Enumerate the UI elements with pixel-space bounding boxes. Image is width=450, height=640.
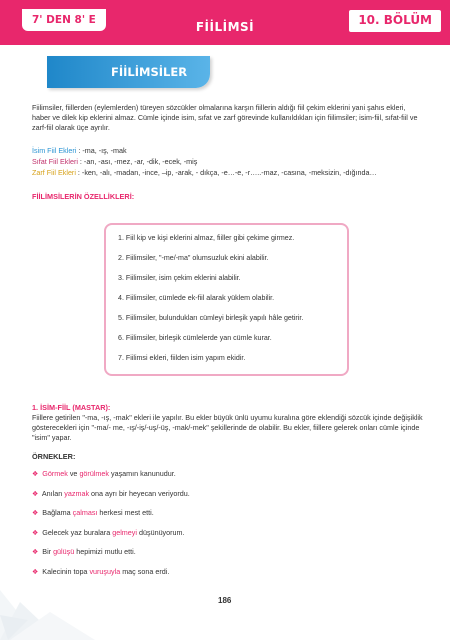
property-item: 2. Fiilimsiler, "-me/-ma" olumsuzluk ekini alabilir. [118,254,269,262]
example-highlight: gülüşü [53,547,75,556]
example-highlight: gelmeyi [112,527,137,537]
properties-box [104,223,349,376]
example-text: Anılan [41,488,65,498]
corner-decoration [0,560,110,640]
example-highlight: görülmek [79,469,109,478]
property-item: 6. Fiilimsiler, birleşik cümlelerde yan cümle kurar. [118,334,272,342]
example-item [32,489,422,499]
example-text: düşünüyorum. [136,527,185,537]
diamond-bullet-icon: ❖ [32,509,39,517]
diamond-bullet-icon: ❖ [32,470,39,478]
example-text: Bağlama [42,508,73,517]
header-title: FİİLİMSİ [195,20,255,34]
example-text: Gelecek yaz buralara [42,527,113,537]
definition-label: İsim Fiil Ekleri [32,146,77,155]
definition-zarf-fiil [32,167,427,178]
mastar-paragraph: Fiillere getirilen "-ma, -ış, -mak" ekleri ile yapılır. Bu ekler büyük ünlü uyumu kuralına göre eklendiği sözcük içinde değişiklik gösterecekleri için "-ma/- me, -ış/-iş/-uş/-üş, -mak/-mek" şekillerinde de olabilir. Bu ekler, fiillere gelerek onları cümle içinde "isim" yapar. [32,413,423,443]
property-item: 4. Fiilimsiler, cümlede ek-fiil alarak yüklem olabilir. [118,294,275,302]
header-bar [0,0,450,45]
series-label: 7' DEN 8' E [22,9,106,31]
example-text: maç sona erdi. [120,566,170,576]
example-item [32,547,422,557]
property-item: 5. Fiilimsiler, bulundukları cümleyi birleşik yapılı hâle getirir. [118,314,304,322]
example-text: yaşamın kanunudur. [109,469,176,478]
example-item [32,508,422,518]
example-text: ve [67,469,80,478]
definition-value: : -ma, -ış, -mak [76,146,127,155]
example-text: herkesi mest etti. [97,508,154,517]
example-highlight: yazmak [64,488,90,498]
example-highlight: çalması [72,508,98,517]
properties-heading: FİİLİMSİLERİN ÖZELLİKLERİ: [32,192,135,201]
definition-isim-fiil [32,145,427,156]
example-text: Bir [42,547,54,556]
chapter-label: 10. BÖLÜM [348,9,442,33]
mastar-heading: 1. İSİM-FİİL (MASTAR): [32,403,111,412]
property-item: 3. Fiilimsiler, isim çekim eklerini alabilir. [118,274,241,282]
intro-paragraph: Fiilimsiler, fiillerden (eylemlerden) türeyen sözcükler olmalarına karşın fiillerin aldığı fiil çekim eklerini yani şahıs ekleri, haber ve dilek kip eklerini almaz. Cümle içinde isim, sıfat ve zarf görevinde kullanıldıkları için fiilimsiler; isim-fiil, sıfat-fiil ve zarf-fiil olarak üçe ayrılır. [32,103,418,133]
example-text: Kalecinin topa [42,566,90,576]
diamond-bullet-icon: ❖ [32,567,39,576]
section-title: FİİLİMSİLER [47,56,210,88]
definition-sifat-fiil [32,156,427,167]
examples-heading: ÖRNEKLER: [32,452,76,461]
example-highlight: vuruşuyla [89,566,121,576]
definition-value: : -an, -ası, -mez, -ar, -dik, -ecek, -miş [77,157,198,166]
diamond-bullet-icon: ❖ [32,548,39,556]
definition-value: : -ken, -alı, -madan, -ince, –ip, -arak, - dıkça, -e…-e, -r…..-maz, -casına, -meksizin, -dığında… [75,168,377,177]
properties-list [118,234,347,363]
diamond-bullet-icon: ❖ [32,528,39,537]
page-number: 186 [218,596,232,605]
property-item: 7. Fiilimsi ekleri, fiilden isim yapım ekidir. [118,354,246,362]
definitions [32,145,427,178]
example-item [32,528,422,538]
definition-label: Zarf Fiil Ekleri [32,168,76,177]
example-text: hepimizi mutlu etti. [74,547,136,556]
example-text: ona ayrı bir heyecan veriyordu. [89,488,190,498]
diamond-bullet-icon: ❖ [32,489,39,498]
example-highlight: Görmek [42,469,68,478]
definition-label: Sıfat Fiil Ekleri [32,157,78,166]
example-item [32,469,422,479]
property-item: 1. Fiil kip ve kişi eklerini almaz, fiiller gibi çekime girmez. [118,234,295,242]
